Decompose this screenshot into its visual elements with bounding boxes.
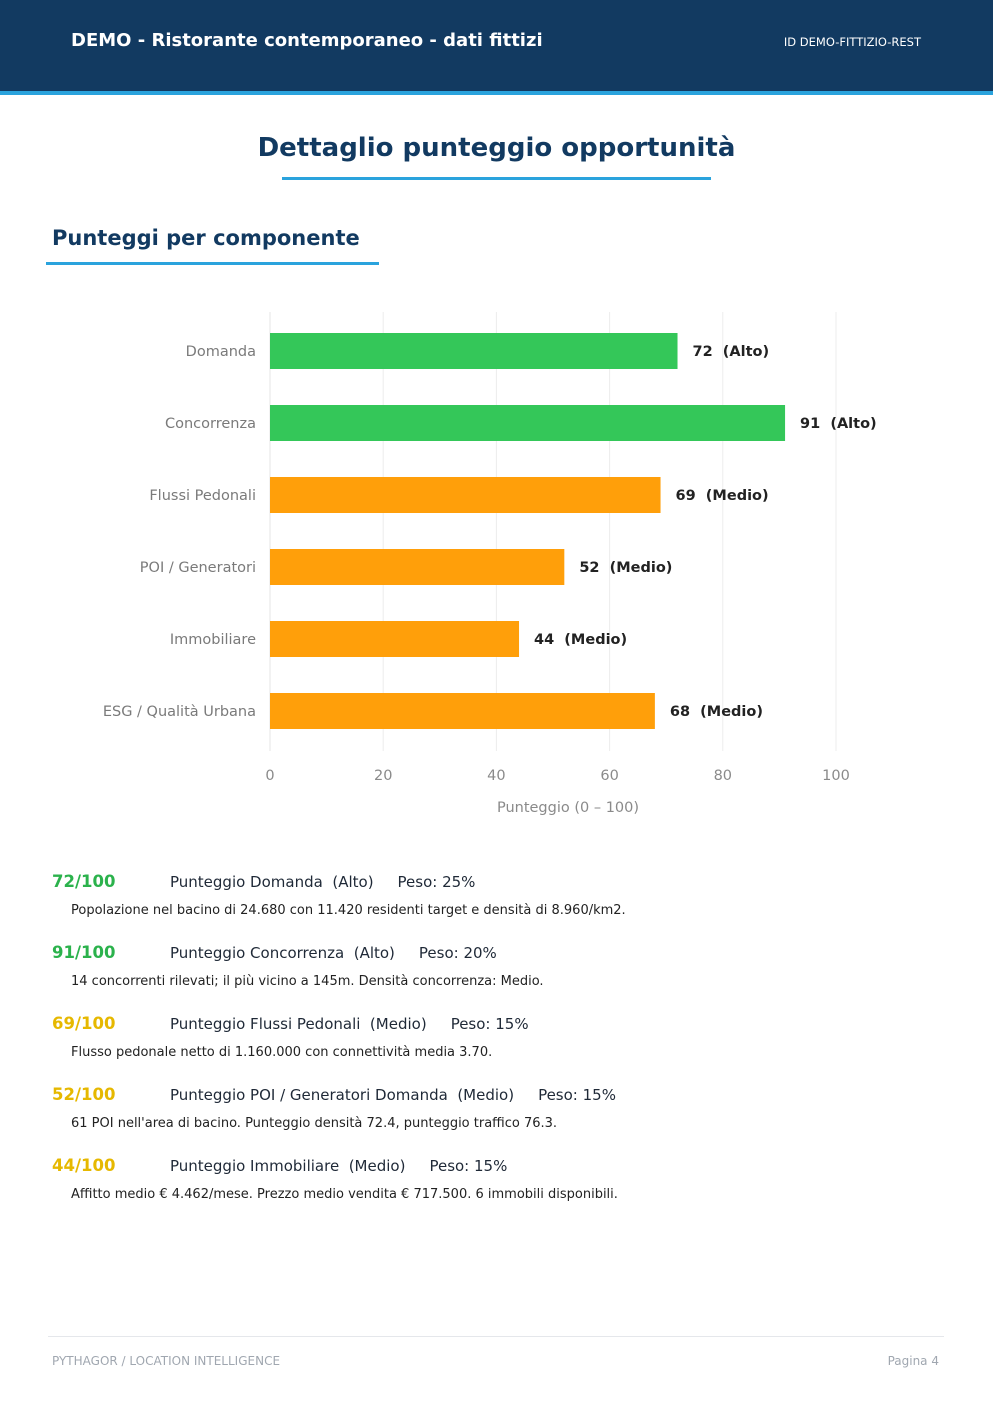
report-id: ID DEMO-FITTIZIO-REST (783, 35, 921, 49)
x-tick-1: 20 (373, 768, 393, 784)
detail-title: Punteggio Concorrenza (Alto) (170, 944, 395, 962)
category-label-0: Domanda (185, 344, 256, 360)
value-label-5: 68 (Medio) (669, 704, 763, 720)
value-label-0: 72 (Alto) (692, 344, 770, 360)
detail-title: Punteggio POI / Generatori Domanda (Medio) (170, 1086, 515, 1104)
bar-0 (270, 333, 678, 369)
detail-headline (170, 1086, 616, 1104)
category-label-5: ESG / Qualità Urbana (102, 704, 256, 720)
value-label-4: 44 (Medio) (534, 632, 628, 648)
value-label-1: 91 (Alto) (800, 416, 877, 432)
x-tick-3: 60 (600, 768, 619, 784)
bar-4 (270, 621, 519, 657)
detail-description: Popolazione nel bacino di 24.680 con 11.420 residenti target e densità di 8.960/km2. (71, 903, 626, 918)
footer-brand: PYTHAGOR / LOCATION INTELLIGENCE (52, 1354, 281, 1368)
detail-weight: Peso: 15% (450, 1015, 529, 1033)
report-title: DEMO - Ristorante contemporaneo - dati fittizi (71, 30, 543, 51)
detail-score: 72/100 (52, 872, 116, 891)
detail-headline (170, 1015, 529, 1033)
section-title-underline (46, 262, 379, 265)
detail-weight: Peso: 25% (397, 873, 476, 891)
detail-weight: Peso: 15% (538, 1086, 616, 1104)
page-title: Dettaglio punteggio opportunità (257, 133, 736, 163)
score-details-list (0, 866, 993, 1221)
detail-score: 52/100 (52, 1085, 116, 1104)
detail-description: Flusso pedonale netto di 1.160.000 con connettività media 3.70. (71, 1045, 493, 1060)
detail-title: Punteggio Domanda (Alto) (170, 873, 374, 891)
x-axis-label: Punteggio (0 – 100) (496, 800, 640, 816)
detail-item (0, 1079, 993, 1150)
detail-score: 91/100 (52, 943, 116, 962)
detail-weight: Peso: 20% (418, 944, 497, 962)
detail-item (0, 1008, 993, 1079)
detail-item (0, 866, 993, 937)
footer-divider (48, 1336, 944, 1337)
detail-headline (170, 1157, 507, 1175)
detail-headline (170, 873, 475, 891)
bar-2 (270, 477, 661, 513)
component-scores-chart (0, 300, 993, 830)
category-label-1: Concorrenza (165, 416, 256, 432)
x-tick-5: 100 (822, 768, 850, 784)
detail-weight: Peso: 15% (429, 1157, 508, 1175)
detail-score: 69/100 (52, 1014, 116, 1033)
x-tick-4: 80 (713, 768, 733, 784)
section-title: Punteggi per componente (52, 226, 360, 250)
detail-description: 14 concorrenti rilevati; il più vicino a 145m. Densità concorrenza: Medio. (71, 974, 544, 989)
category-label-3: POI / Generatori (139, 560, 256, 576)
detail-item (0, 1150, 993, 1221)
page-number: Pagina 4 (887, 1354, 939, 1368)
detail-headline (170, 944, 497, 962)
bar-5 (270, 693, 655, 729)
detail-score: 44/100 (52, 1156, 116, 1175)
detail-description: 61 POI nell'area di bacino. Punteggio densità 72.4, punteggio traffico 76.3. (71, 1116, 558, 1131)
detail-title: Punteggio Immobiliare (Medio) (170, 1157, 406, 1175)
detail-item (0, 937, 993, 1008)
detail-description: Affitto medio € 4.462/mese. Prezzo medio vendita € 717.500. 6 immobili disponibili. (71, 1187, 618, 1202)
x-tick-0: 0 (265, 768, 275, 784)
value-label-3: 52 (Medio) (579, 560, 673, 576)
header-accent-bar (0, 91, 993, 95)
x-tick-2: 40 (487, 768, 506, 784)
category-label-4: Immobiliare (169, 632, 256, 648)
bar-3 (270, 549, 564, 585)
category-label-2: Flussi Pedonali (149, 488, 256, 504)
bar-1 (270, 405, 785, 441)
value-label-2: 69 (Medio) (675, 488, 769, 504)
detail-title: Punteggio Flussi Pedonali (Medio) (170, 1015, 427, 1033)
page-title-underline (282, 177, 711, 180)
